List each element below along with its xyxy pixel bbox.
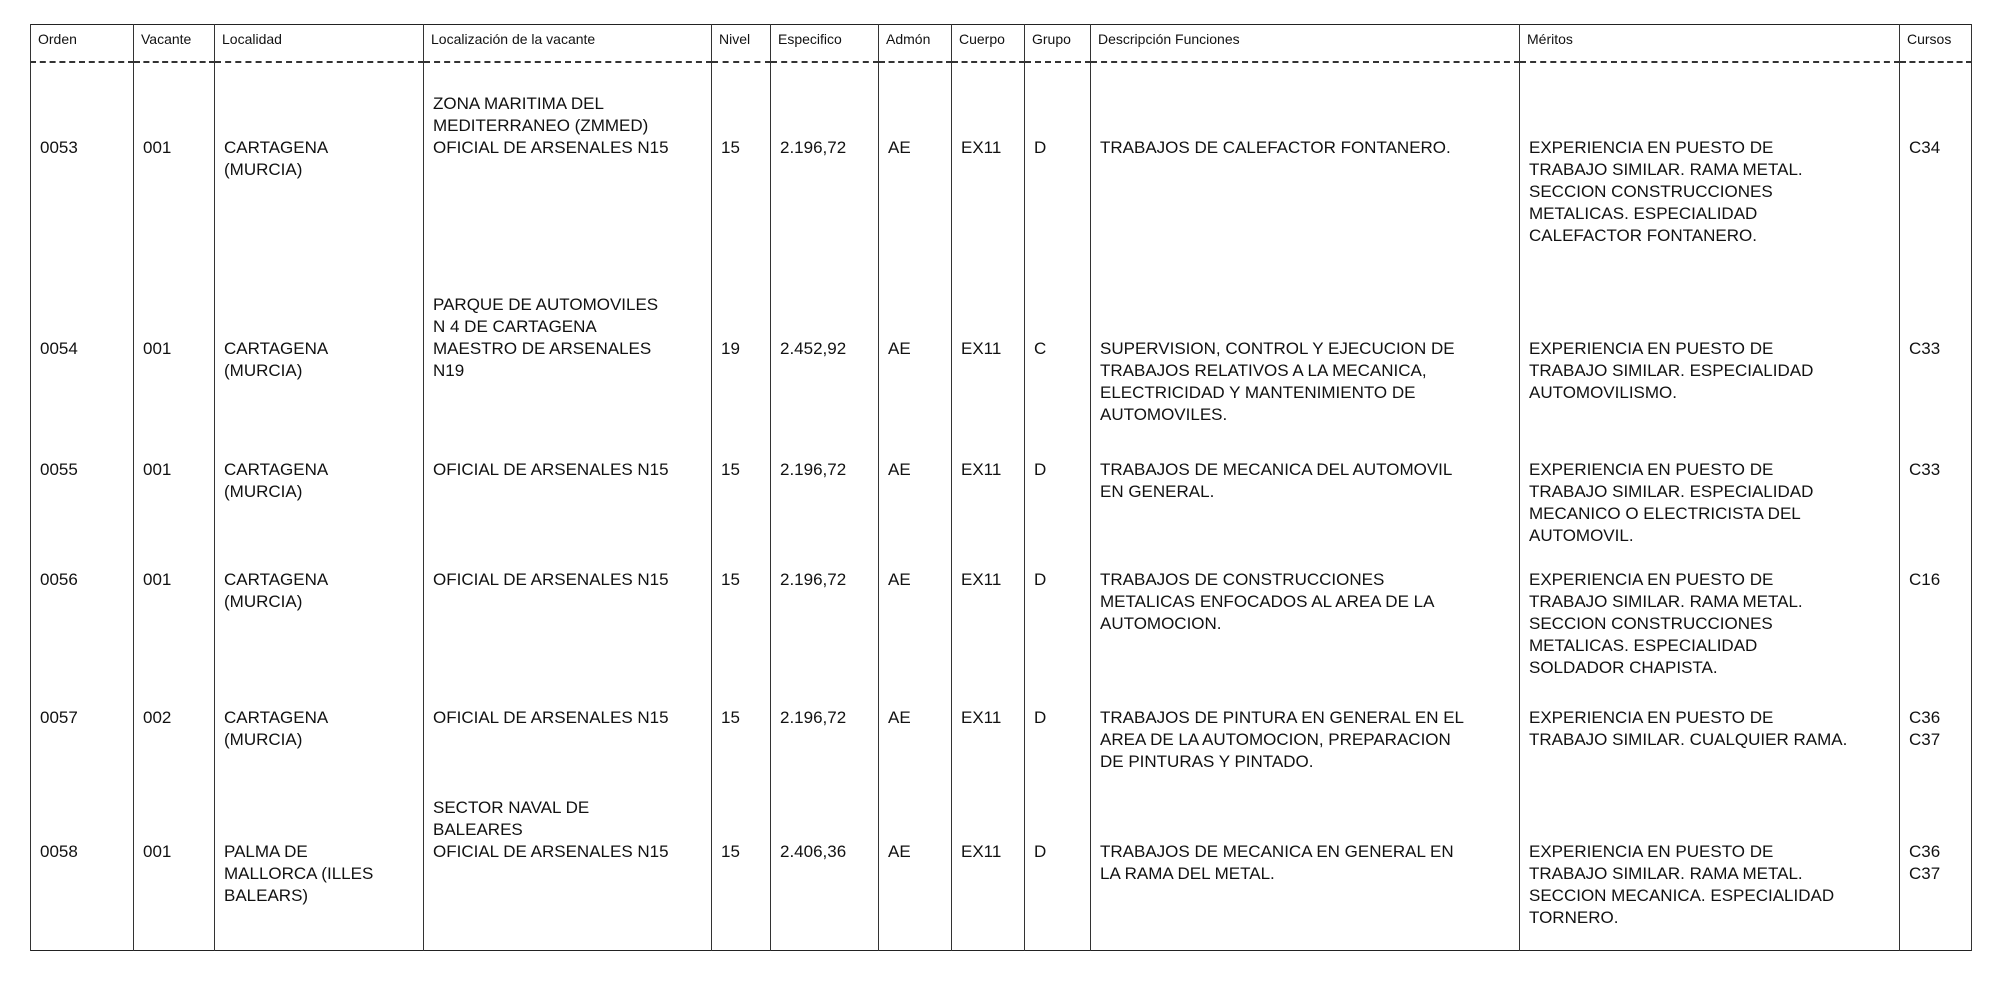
cell-meritos: EXPERIENCIA EN PUESTO DE TRABAJO SIMILAR. ESPECIALIDAD MECANICO O ELECTRICISTA DEL AUTOMOVIL.: [1520, 449, 1900, 565]
cell-orden: 0058: [31, 795, 134, 951]
cell-admon: AE: [879, 293, 952, 449]
cell-vacante: 002: [134, 705, 215, 795]
cell-cuerpo: EX11: [952, 565, 1025, 705]
cell-descripcion: TRABAJOS DE MECANICA DEL AUTOMOVIL EN GENERAL.: [1091, 449, 1520, 565]
cell-admon: AE: [879, 565, 952, 705]
cell-admon: AE: [879, 795, 952, 951]
cell-vacante: 001: [134, 293, 215, 449]
cell-especifico: 2.196,72: [771, 449, 879, 565]
cell-vacante: 001: [134, 565, 215, 705]
cell-especifico: 2.196,72: [771, 705, 879, 795]
cell-localizacion: SECTOR NAVAL DE BALEARES OFICIAL DE ARSENALES N15: [424, 795, 712, 951]
cell-meritos: EXPERIENCIA EN PUESTO DE TRABAJO SIMILAR. CUALQUIER RAMA.: [1520, 705, 1900, 795]
cell-especifico: 2.196,72: [771, 565, 879, 705]
header-orden: Orden: [31, 25, 134, 62]
header-cuerpo: Cuerpo: [952, 25, 1025, 62]
cell-orden: 0053: [31, 62, 134, 294]
cell-cuerpo: EX11: [952, 62, 1025, 294]
header-cursos: Cursos: [1900, 25, 1972, 62]
header-localizacion: Localización de la vacante: [424, 25, 712, 62]
cell-nivel: 15: [712, 565, 771, 705]
cell-nivel: 19: [712, 293, 771, 449]
header-localidad: Localidad: [215, 25, 424, 62]
cell-admon: AE: [879, 62, 952, 294]
header-especifico: Especifico: [771, 25, 879, 62]
cell-vacante: 001: [134, 449, 215, 565]
cell-localizacion: ZONA MARITIMA DEL MEDITERRANEO (ZMMED) OFICIAL DE ARSENALES N15: [424, 62, 712, 294]
cell-localidad: PALMA DE MALLORCA (ILLES BALEARS): [215, 795, 424, 951]
cell-descripcion: TRABAJOS DE MECANICA EN GENERAL EN LA RAMA DEL METAL.: [1091, 795, 1520, 951]
cell-descripcion: SUPERVISION, CONTROL Y EJECUCION DE TRABAJOS RELATIVOS A LA MECANICA, ELECTRICIDAD Y MANTENIMIENTO DE AUTOMOVILES.: [1091, 293, 1520, 449]
cell-descripcion: TRABAJOS DE CONSTRUCCIONES METALICAS ENFOCADOS AL AREA DE LA AUTOMOCION.: [1091, 565, 1520, 705]
cell-orden: 0054: [31, 293, 134, 449]
table-row: [31, 565, 1972, 705]
cell-orden: 0057: [31, 705, 134, 795]
cell-localidad: CARTAGENA (MURCIA): [215, 62, 424, 294]
cell-cursos: C33: [1900, 449, 1972, 565]
header-grupo: Grupo: [1025, 25, 1091, 62]
cell-meritos: EXPERIENCIA EN PUESTO DE TRABAJO SIMILAR. RAMA METAL. SECCION CONSTRUCCIONES METALICAS. ESPECIALIDAD CALEFACTOR FONTANERO.: [1520, 62, 1900, 294]
cell-orden: 0056: [31, 565, 134, 705]
header-nivel: Nivel: [712, 25, 771, 62]
cell-grupo: D: [1025, 795, 1091, 951]
cell-especifico: 2.452,92: [771, 293, 879, 449]
cell-cursos: C16: [1900, 565, 1972, 705]
cell-localidad: CARTAGENA (MURCIA): [215, 449, 424, 565]
cell-localizacion: OFICIAL DE ARSENALES N15: [424, 449, 712, 565]
vacancy-table: [30, 24, 1972, 951]
header-meritos: Méritos: [1520, 25, 1900, 62]
cell-vacante: 001: [134, 62, 215, 294]
cell-meritos: EXPERIENCIA EN PUESTO DE TRABAJO SIMILAR. ESPECIALIDAD AUTOMOVILISMO.: [1520, 293, 1900, 449]
cell-orden: 0055: [31, 449, 134, 565]
cell-nivel: 15: [712, 62, 771, 294]
cell-cursos: C33: [1900, 293, 1972, 449]
cell-localidad: CARTAGENA (MURCIA): [215, 293, 424, 449]
cell-localidad: CARTAGENA (MURCIA): [215, 705, 424, 795]
cell-localizacion: OFICIAL DE ARSENALES N15: [424, 705, 712, 795]
cell-especifico: 2.406,36: [771, 795, 879, 951]
header-vacante: Vacante: [134, 25, 215, 62]
cell-nivel: 15: [712, 705, 771, 795]
cell-grupo: D: [1025, 449, 1091, 565]
table-row: [31, 62, 1972, 294]
table-row: [31, 795, 1972, 951]
cell-cursos: C36 C37: [1900, 705, 1972, 795]
cell-localizacion: PARQUE DE AUTOMOVILES N 4 DE CARTAGENA MAESTRO DE ARSENALES N19: [424, 293, 712, 449]
cell-especifico: 2.196,72: [771, 62, 879, 294]
cell-descripcion: TRABAJOS DE CALEFACTOR FONTANERO.: [1091, 62, 1520, 294]
cell-grupo: C: [1025, 293, 1091, 449]
cell-grupo: D: [1025, 565, 1091, 705]
cell-nivel: 15: [712, 449, 771, 565]
cell-grupo: D: [1025, 62, 1091, 294]
header-admon: Admón: [879, 25, 952, 62]
table-row: [31, 449, 1972, 565]
cell-cuerpo: EX11: [952, 795, 1025, 951]
cell-cursos: C34: [1900, 62, 1972, 294]
header-descripcion: Descripción Funciones: [1091, 25, 1520, 62]
table-row: [31, 705, 1972, 795]
cell-meritos: EXPERIENCIA EN PUESTO DE TRABAJO SIMILAR. RAMA METAL. SECCION MECANICA. ESPECIALIDAD TORNERO.: [1520, 795, 1900, 951]
cell-cuerpo: EX11: [952, 293, 1025, 449]
cell-cuerpo: EX11: [952, 449, 1025, 565]
cell-admon: AE: [879, 705, 952, 795]
cell-cursos: C36 C37: [1900, 795, 1972, 951]
header-row: [31, 25, 1972, 62]
cell-descripcion: TRABAJOS DE PINTURA EN GENERAL EN EL AREA DE LA AUTOMOCION, PREPARACION DE PINTURAS Y PINTADO.: [1091, 705, 1520, 795]
cell-admon: AE: [879, 449, 952, 565]
cell-cuerpo: EX11: [952, 705, 1025, 795]
cell-meritos: EXPERIENCIA EN PUESTO DE TRABAJO SIMILAR. RAMA METAL. SECCION CONSTRUCCIONES METALICAS. ESPECIALIDAD SOLDADOR CHAPISTA.: [1520, 565, 1900, 705]
cell-nivel: 15: [712, 795, 771, 951]
table-row: [31, 293, 1972, 449]
cell-localidad: CARTAGENA (MURCIA): [215, 565, 424, 705]
cell-grupo: D: [1025, 705, 1091, 795]
cell-vacante: 001: [134, 795, 215, 951]
cell-localizacion: OFICIAL DE ARSENALES N15: [424, 565, 712, 705]
